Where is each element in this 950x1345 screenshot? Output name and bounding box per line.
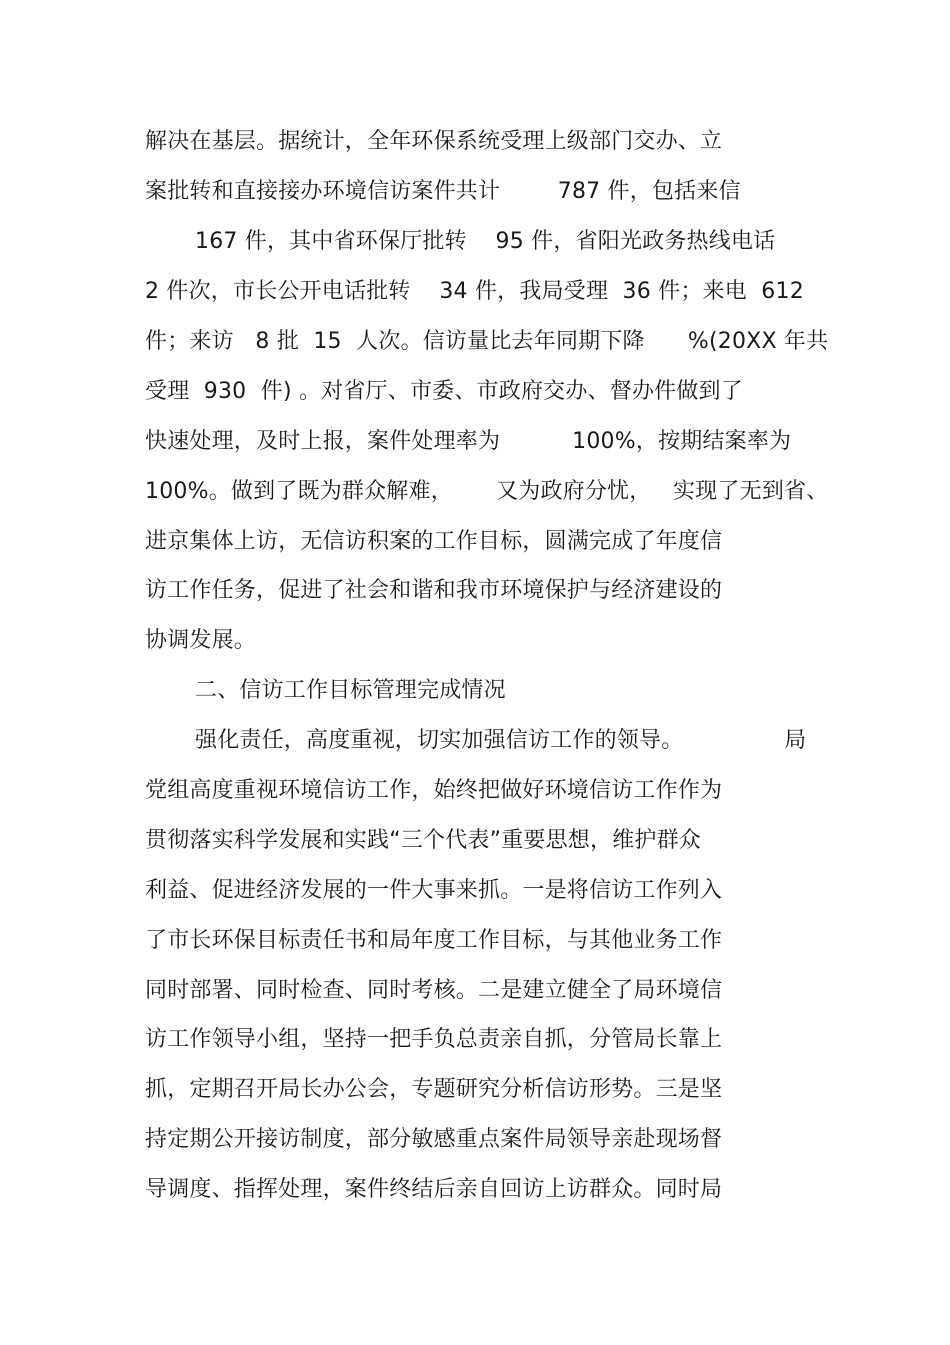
- text-line: 访工作领导小组，坚持一把手负总责亲自抓，分管局长靠上: [145, 1027, 723, 1052]
- text-line: 导调度、指挥处理，案件终结后亲自回访上访群众。同时局: [145, 1177, 723, 1202]
- text-line: 抓，定期召开局长办公会，专题研究分析信访形势。三是坚: [145, 1077, 723, 1102]
- text-line: 强化责任，高度重视，切实加强信访工作的领导。 局: [195, 728, 807, 753]
- text-line: 同时部署、同时检查、同时考核。二是建立健全了局环境信: [145, 978, 723, 1003]
- text-line: 167 件，其中省环保厅批转 95 件，省阳光政务热线电话: [195, 229, 776, 254]
- text-line: 党组高度重视环境信访工作，始终把做好环境信访工作作为: [145, 778, 723, 803]
- text-line: 100%。做到了既为群众解难， 又为政府分忧， 实现了无到省、: [145, 479, 829, 504]
- text-line: 案批转和直接接办环境信访案件共计 787 件，包括来信: [145, 179, 741, 204]
- text-line: 受理 930 件) 。对省厅、市委、市政府交办、督办件做到了: [145, 379, 743, 404]
- text-line: 利益、促进经济发展的一件大事来抓。一是将信访工作列入: [145, 878, 723, 903]
- text-line: 件；来访 8 批 15 人次。信访量比去年同期下降 %(20XX 年共: [145, 329, 829, 354]
- text-line: 解决在基层。据统计，全年环保系统受理上级部门交办、立: [145, 129, 723, 154]
- section-heading: 二、信访工作目标管理完成情况: [195, 678, 506, 703]
- text-line: 2 件次，市长公开电话批转 34 件，我局受理 36 件；来电 612: [145, 279, 804, 304]
- text-line: 贯彻落实科学发展和实践“三个代表”重要思想，维护群众: [145, 828, 701, 853]
- text-line: 进京集体上访，无信访积案的工作目标，圆满完成了年度信: [145, 529, 723, 554]
- text-line: 持定期公开接访制度，部分敏感重点案件局领导亲赴现场督: [145, 1127, 723, 1152]
- text-line: 协调发展。: [145, 628, 257, 653]
- text-line: 访工作任务，促进了社会和谐和我市环境保护与经济建设的: [145, 578, 723, 603]
- text-line: 快速处理，及时上报，案件处理率为 100%，按期结案率为: [145, 429, 792, 454]
- text-line: 了市长环保目标责任书和局年度工作目标，与其他业务工作: [145, 928, 723, 953]
